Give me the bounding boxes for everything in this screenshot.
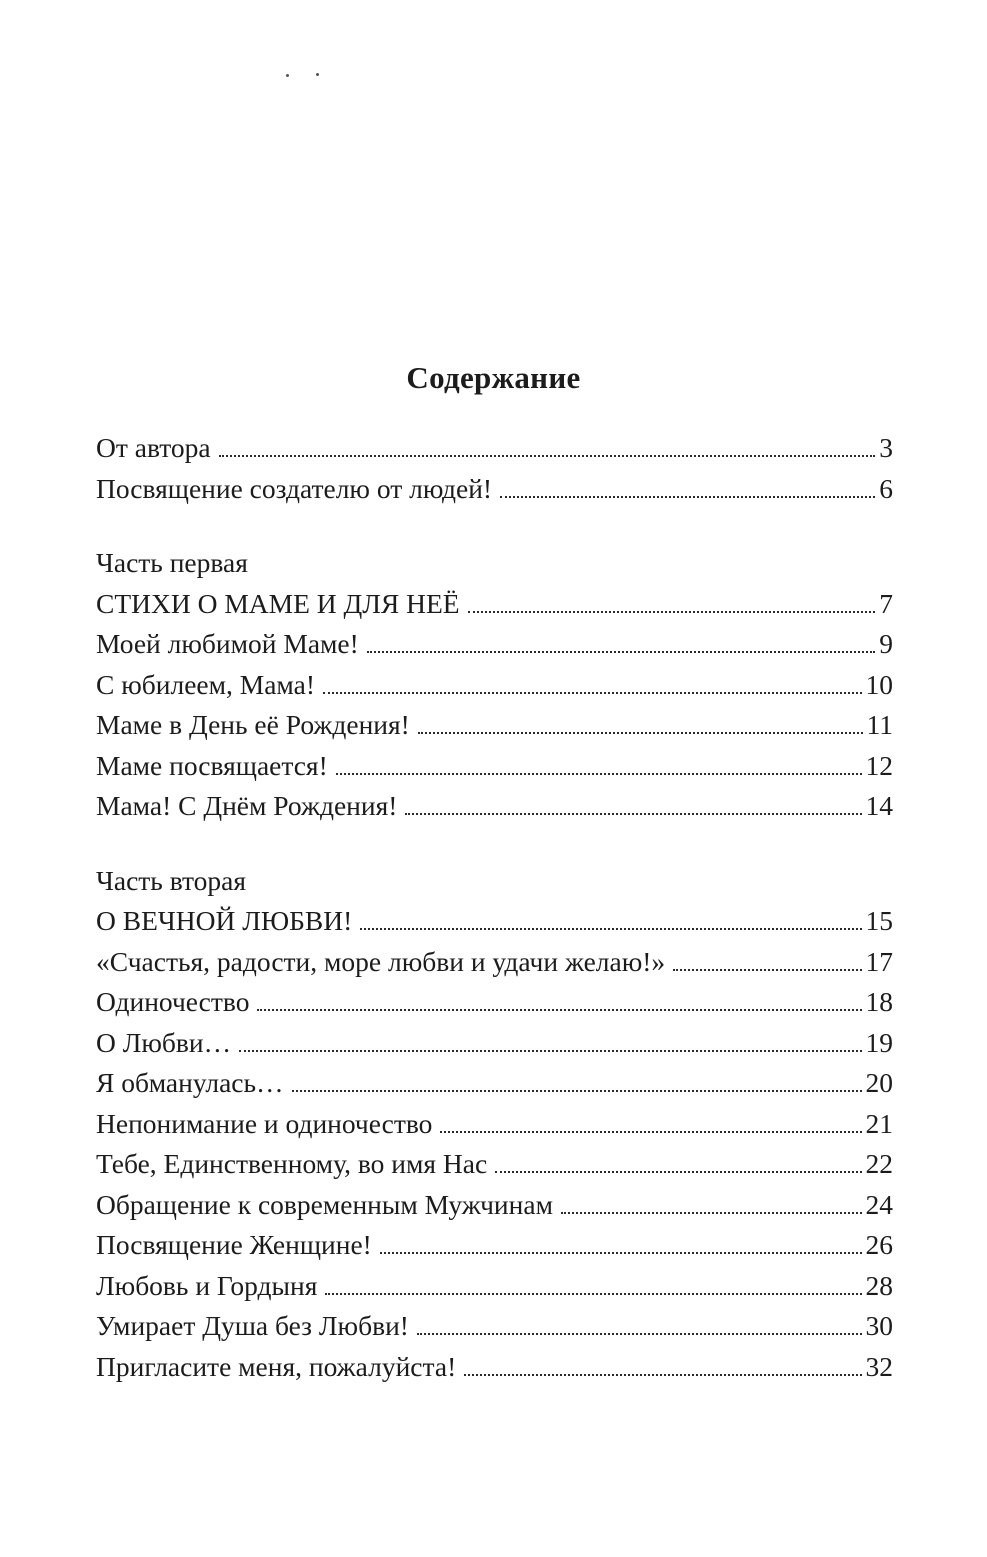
toc-leader (673, 969, 861, 971)
toc-leader (440, 1131, 861, 1133)
toc-title: Содержание (406, 360, 581, 395)
toc-entry-page: 9 (879, 628, 893, 659)
toc-entry[interactable] (96, 1225, 893, 1266)
toc-entry-page: 6 (879, 472, 893, 504)
part-label: Часть вторая (96, 864, 247, 896)
toc-entry-page: 20 (865, 1067, 893, 1098)
toc-entry-title: Тебе, Единственному, во имя Нас (96, 1148, 488, 1179)
spacer (96, 827, 893, 861)
toc-leader (500, 496, 875, 498)
toc-entry-title: Посвящение Женщине! (96, 1229, 372, 1260)
print-speck (286, 74, 289, 77)
toc-entry[interactable] (96, 746, 893, 787)
toc-leader (257, 1009, 861, 1011)
toc-entry-title: О Любви… (96, 1026, 232, 1058)
toc-entry[interactable] (96, 1144, 893, 1185)
toc-entry-title: Мама! С Днём Рождения! (96, 790, 398, 821)
toc-leader (367, 651, 875, 653)
toc-entry-page: 14 (865, 790, 893, 821)
toc-entry[interactable] (96, 982, 893, 1023)
toc-entry-title: Пригласите меня, пожалуйста! (96, 1350, 457, 1382)
toc-entry[interactable] (96, 1063, 893, 1104)
toc-entry-title: Маме посвящается! (96, 749, 328, 781)
toc-leader (380, 1252, 862, 1254)
toc-entry[interactable] (96, 428, 893, 469)
toc-entry[interactable] (96, 1266, 893, 1307)
toc-leader (468, 611, 876, 613)
toc-leader (239, 1050, 861, 1052)
toc-entry[interactable] (96, 624, 893, 665)
toc-entry-title: Обращение к современным Мужчинам (96, 1188, 553, 1220)
toc-entry-page: 26 (865, 1229, 893, 1260)
toc-leader (336, 773, 862, 775)
toc-entry[interactable] (96, 786, 893, 827)
toc-leader (323, 692, 862, 694)
toc-entry-page: 22 (865, 1148, 893, 1179)
toc-leader (418, 732, 863, 734)
toc-entry-title: Умирает Душа без Любви! (96, 1310, 409, 1341)
toc-entry-page: 21 (865, 1107, 893, 1139)
toc-leader (325, 1293, 861, 1295)
toc-entry-page: 10 (865, 668, 893, 700)
toc-entry-page: 30 (865, 1310, 893, 1341)
toc-entry-title: Непонимание и одиночество (96, 1107, 433, 1139)
toc-entry[interactable] (96, 1306, 893, 1347)
toc-leader (219, 455, 876, 457)
toc-entry[interactable] (96, 705, 893, 746)
toc-entry[interactable] (96, 1347, 893, 1388)
toc-entry-page: 28 (865, 1269, 893, 1301)
toc-entry-title: Моей любимой Маме! (96, 628, 359, 659)
toc-entry-title: «Счастья, радости, море любви и удачи желаю!» (96, 945, 666, 977)
toc-entry[interactable] (96, 942, 893, 983)
toc-entry-page: 3 (879, 432, 893, 463)
toc-leader (464, 1374, 861, 1376)
toc-leader (405, 813, 861, 815)
toc-entry-title: Я обманулась… (96, 1067, 284, 1098)
toc-entry-title: От автора (96, 432, 211, 463)
toc-entry[interactable] (96, 469, 893, 510)
toc-entry-title: Маме в День её Рождения! (96, 709, 410, 740)
part-label: Часть первая (96, 547, 248, 578)
toc-entry-page: 32 (865, 1350, 893, 1382)
toc-entry[interactable] (96, 901, 893, 942)
toc-entry-title: О ВЕЧНОЙ ЛЮБВИ! (96, 905, 353, 936)
toc-leader (417, 1333, 862, 1335)
toc-entry-title: СТИХИ О МАМЕ И ДЛЯ НЕЁ (96, 587, 460, 619)
toc-leader (360, 928, 861, 930)
toc-entry[interactable] (96, 1023, 893, 1064)
print-speck (316, 73, 319, 76)
toc-entry-title: С юбилеем, Мама! (96, 668, 315, 700)
toc-entry[interactable] (96, 584, 893, 625)
toc-entry[interactable] (96, 665, 893, 706)
toc-entry-title: Посвящение создателю от людей! (96, 472, 493, 504)
toc-entry-page: 12 (865, 749, 893, 781)
toc-leader (495, 1171, 861, 1173)
toc-entry[interactable] (96, 1185, 893, 1226)
toc-entry-title: Любовь и Гордыня (96, 1269, 318, 1301)
toc-entry-page: 17 (865, 945, 893, 977)
toc-entry-page: 11 (866, 709, 893, 740)
toc-entry-title: Одиночество (96, 986, 250, 1017)
table-of-contents (96, 428, 893, 1387)
spacer (96, 509, 893, 543)
toc-entry-page: 24 (865, 1188, 893, 1220)
toc-leader (561, 1212, 862, 1214)
toc-entry-page: 7 (879, 587, 893, 619)
toc-entry-page: 19 (865, 1026, 893, 1058)
toc-entry-page: 15 (865, 905, 893, 936)
toc-entry-page: 18 (865, 986, 893, 1017)
toc-entry[interactable] (96, 1104, 893, 1145)
toc-leader (292, 1090, 862, 1092)
